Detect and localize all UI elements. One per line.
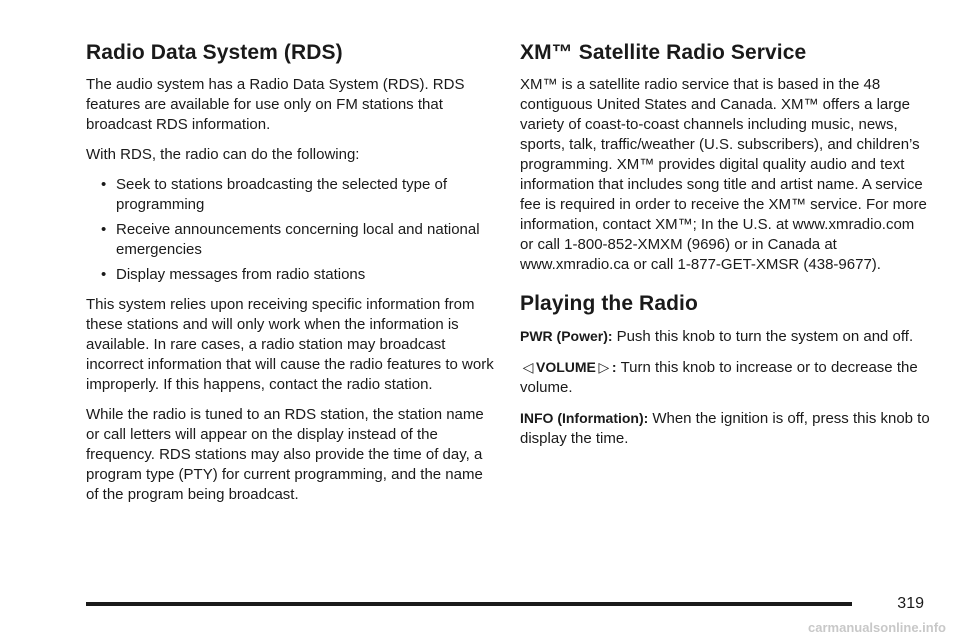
rds-reliance-paragraph: This system relies upon receiving specific information from these stations and will only work when the information is available. In rare cases, a radio station may broadcast incorrect information that will cause the radio features to work improperly. If this happens, contact the radio station. — [86, 296, 494, 393]
volume-term: VOLUME ▷ : — [536, 359, 617, 375]
list-item: • Receive announcements concerning local and national emergencies — [101, 221, 480, 258]
volume-description: Turn this knob to increase or to decrease the volume. — [520, 359, 918, 396]
pwr-description: Push this knob to turn the system on and off. — [616, 328, 914, 345]
list-item: • Seek to stations broadcasting the selected type of programming — [101, 176, 448, 213]
rds-capabilities-intro: With RDS, the radio can do the following: — [86, 146, 360, 163]
bullet-icon: • — [101, 266, 107, 283]
left-column — [86, 40, 496, 515]
triangle-left-icon: ◁ — [522, 359, 534, 375]
page-number: 319 — [897, 595, 924, 612]
right-column — [520, 40, 930, 459]
pwr-term: PWR (Power): — [520, 328, 613, 344]
triangle-right-icon: ▷ — [598, 359, 610, 375]
xm-heading: XM™ Satellite Radio Service — [520, 41, 807, 64]
footer-rule — [86, 602, 852, 606]
playing-radio-heading: Playing the Radio — [520, 292, 698, 315]
info-term: INFO (Information): — [520, 410, 649, 426]
info-entry — [520, 408, 930, 449]
bullet-icon: • — [101, 221, 107, 238]
volume-entry — [520, 357, 930, 398]
list-item: • Display messages from radio stations — [101, 266, 366, 283]
info-description: When the ignition is off, press this knob to display the time. — [520, 410, 930, 447]
bullet-icon: • — [101, 176, 107, 193]
rds-feature-list — [86, 175, 496, 285]
watermark: carmanualsonline.info — [808, 620, 946, 635]
xm-paragraph: XM™ is a satellite radio service that is based in the 48 contiguous United States and Canada. XM™ offers a large variety of coast-to-coast channels including music, news, sports, talk, traffic/weather (U.S. subscribers), and children’s programming. XM™ provides digital quality audio and text information that includes song title and artist name. A service fee is required in order to receive the XM™ service. For more information, contact XM™; In the U.S. at www.xmradio.com or call 1-800-852-XMXM (9696) or in Canada at www.xmradio.ca or call 1-877-GET-XMSR (438-9677). — [520, 76, 927, 273]
pwr-entry — [520, 326, 930, 347]
rds-display-paragraph: While the radio is tuned to an RDS station, the station name or call letters will appear on the display instead of the frequency. RDS stations may also provide the time of day, a program type (PTY) for current programming, and the name of the program being broadcast. — [86, 406, 484, 503]
rds-heading: Radio Data System (RDS) — [86, 41, 343, 64]
rds-intro-paragraph: The audio system has a Radio Data System (RDS). RDS features are available for use only on FM stations that broadcast RDS information. — [86, 76, 465, 133]
